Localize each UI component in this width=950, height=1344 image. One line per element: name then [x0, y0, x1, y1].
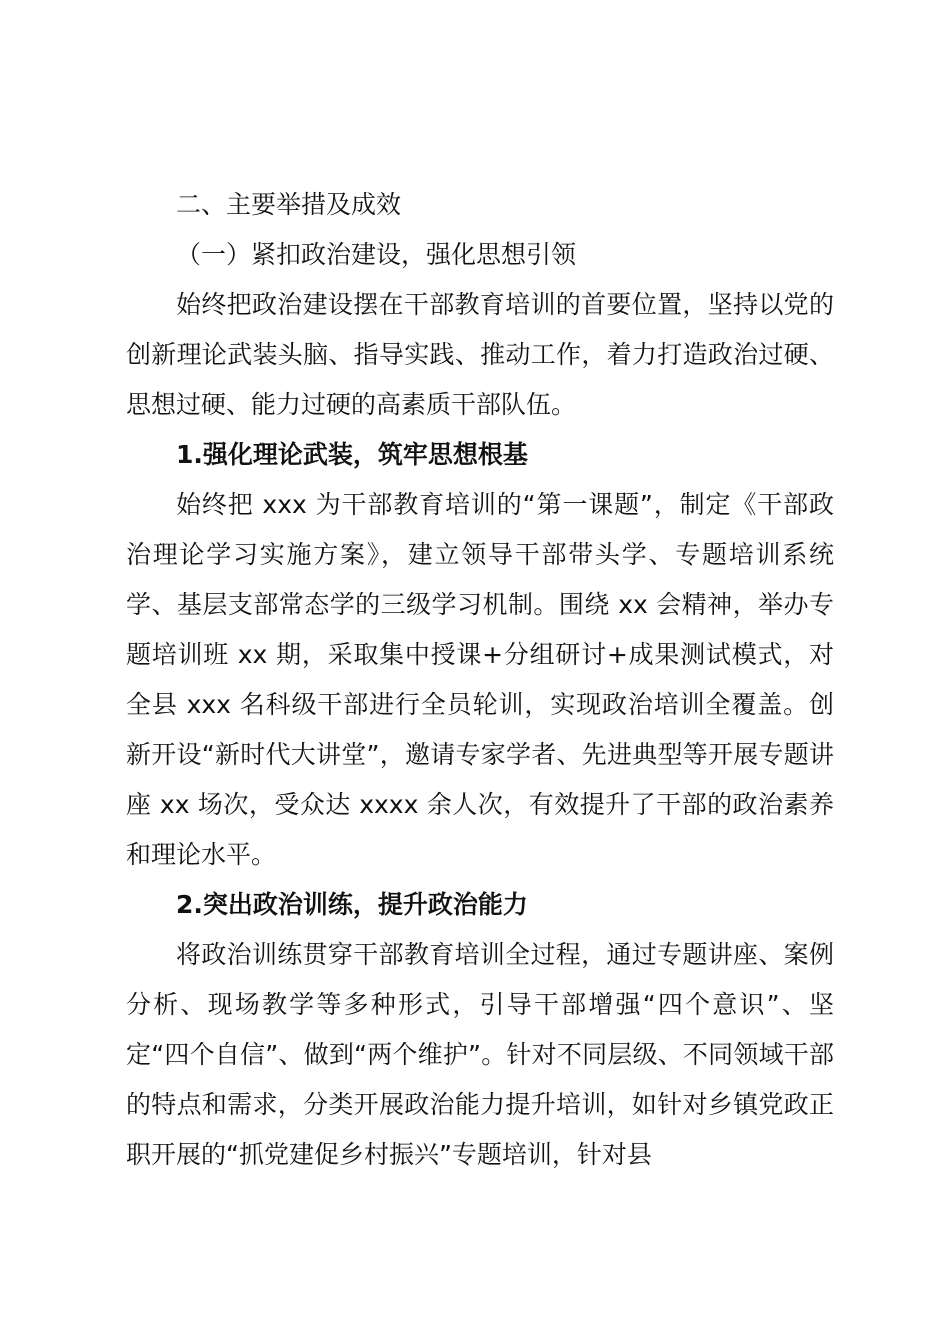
subsection-heading: （一）紧扣政治建设，强化思想引领 [176, 240, 577, 269]
intro-paragraph: 始终把政治建设摆在干部教育培训的首要位置，坚持以党的创新理论武装头脑、指导实践、推动工作，着力打造政治过硬、思想过硬、能力过硬的高素质干部队伍。 [126, 290, 834, 419]
section-heading: 二、主要举措及成效 [176, 190, 402, 219]
item2-heading: 2.突出政治训练，提升政治能力 [176, 890, 528, 919]
item2-paragraph: 将政治训练贯穿干部教育培训全过程，通过专题讲座、案例分析、现场教学等多种形式，引导干部增强“四个意识”、坚定“四个自信”、做到“两个维护”。针对不同层级、不同领域干部的特点和需求，分类开展政治能力提升培训，如针对乡镇党政正职开展的“抓党建促乡村振兴”专题培训，针对县 [126, 940, 834, 1169]
document-body [126, 180, 834, 1180]
item1-paragraph: 始终把 xxx 为干部教育培训的“第一课题”，制定《干部政治理论学习实施方案》，建立领导干部带头学、专题培训系统学、基层支部常态学的三级学习机制。围绕 xx 会精神，举办专题培训班 xx 期，采取集中授课+分组研讨+成果测试模式，对全县 xxx 名科级干部进行全员轮训，实现政治培训全覆盖。创新开设“新时代大讲堂”，邀请专家学者、先进典型等开展专题讲座 xx 场次，受众达 xxxx 余人次，有效提升了干部的政治素养和理论水平。 [126, 490, 834, 869]
item1-heading: 1.强化理论武装，筑牢思想根基 [176, 440, 528, 469]
